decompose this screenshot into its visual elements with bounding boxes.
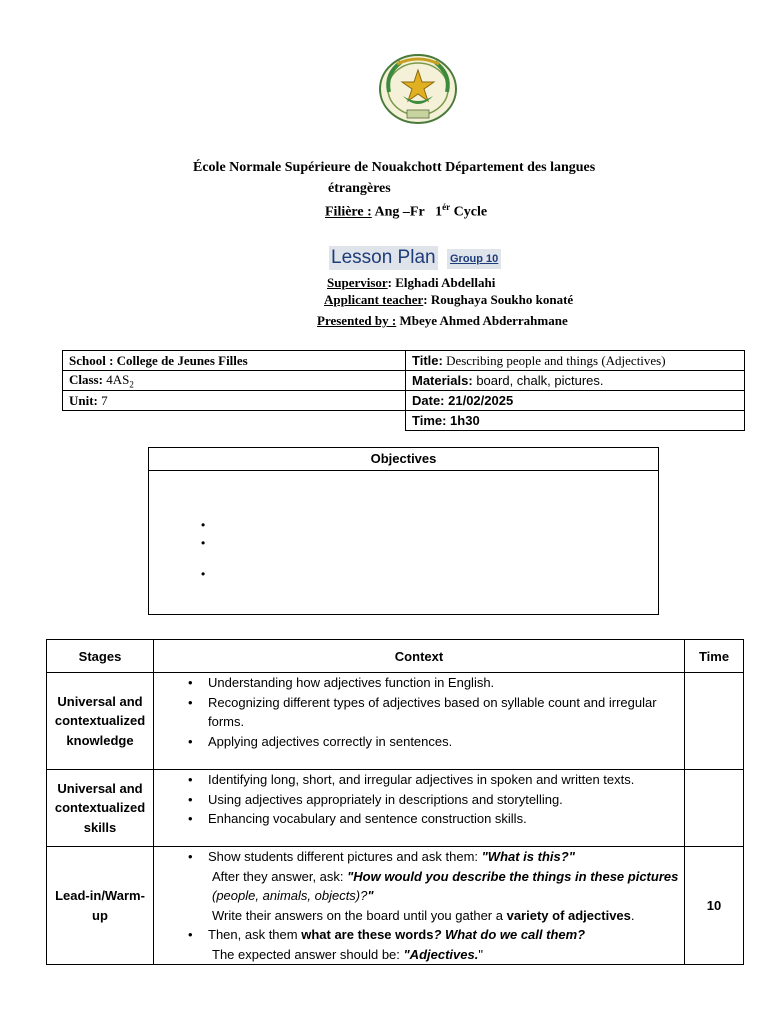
- unit-cell: [63, 391, 406, 411]
- warmup-question: ? What do we call them?: [433, 927, 586, 942]
- stages-header-row: [47, 640, 744, 673]
- stage-time: [685, 770, 744, 847]
- table-row: [47, 770, 744, 847]
- context-list: [154, 770, 680, 829]
- list-item: • Understanding how adjectives function in English.: [208, 673, 680, 693]
- warmup-emphasis: what are these words: [301, 927, 434, 942]
- list-item: [208, 925, 680, 964]
- title-label: Title:: [412, 352, 443, 368]
- presented-label: Presented by :: [317, 313, 397, 328]
- applicant-line: [324, 292, 573, 308]
- table-row: [47, 847, 744, 965]
- school-name-line1: École Normale Supérieure de Nouakchott Département des langues: [193, 160, 596, 175]
- warmup-text: Write their answers on the board until you gather a: [212, 907, 507, 923]
- filiere-line: [325, 202, 487, 221]
- empty-cell: [63, 411, 406, 431]
- list-item: • Identifying long, short, and irregular adjectives in spoken and written texts.: [208, 770, 680, 790]
- context-cell: [154, 847, 685, 965]
- stage-time: 10: [685, 847, 744, 965]
- unit-value: 7: [97, 392, 108, 408]
- warmup-text: After they answer, ask:: [212, 868, 348, 884]
- class-subscript: 2: [129, 379, 134, 390]
- objectives-heading: Objectives: [149, 448, 658, 471]
- context-list: [154, 847, 680, 964]
- stage-knowledge: Universal and contextualized knowledge: [47, 673, 154, 770]
- presented-value: Mbeye Ahmed Abderrahmane: [396, 313, 568, 328]
- time-header: Time: [685, 640, 744, 673]
- objective-bullet: •: [201, 567, 206, 581]
- warmup-text: Then, ask them: [208, 927, 302, 942]
- warmup-question: "How would you describe the things in these pictures: [347, 868, 679, 884]
- class-cell: [63, 371, 406, 391]
- warmup-continuation: [208, 906, 680, 926]
- applicant-value: : Roughaya Soukho konaté: [423, 292, 574, 307]
- cycle-number: 1: [435, 204, 443, 220]
- info-row: [63, 411, 745, 431]
- warmup-text: Show students different pictures and ask them:: [208, 849, 482, 864]
- stage-warmup: Lead-in/Warm-up: [47, 847, 154, 965]
- warmup-text: ": [367, 888, 374, 903]
- filiere-value: Ang –Fr: [371, 204, 425, 220]
- stages-header: Stages: [47, 640, 154, 673]
- title-value: Describing people and things (Adjectives): [442, 352, 666, 368]
- group-badge: Group 10: [447, 249, 501, 269]
- time-cell: Time: 1h30: [406, 411, 745, 431]
- class-value: 4AS: [102, 371, 130, 387]
- warmup-answer: "Adjectives.: [403, 946, 479, 962]
- list-item: • Using adjectives appropriately in descriptions and storytelling.: [208, 790, 680, 810]
- warmup-text: ": [478, 946, 483, 962]
- context-header: Context: [154, 640, 685, 673]
- warmup-text: (people, animals, objects)?: [212, 888, 368, 903]
- warmup-question: "What is this?": [481, 849, 575, 864]
- school-name-line2: étrangères: [328, 181, 391, 196]
- info-row: [63, 351, 745, 371]
- cycle-word: Cycle: [450, 204, 488, 220]
- info-row: [63, 371, 745, 391]
- materials-label: Materials:: [412, 373, 473, 388]
- warmup-emphasis: variety of adjectives: [506, 907, 631, 923]
- institution-emblem: [377, 52, 459, 126]
- stages-table: [46, 639, 744, 965]
- context-cell: [154, 770, 685, 847]
- warmup-text: The expected answer should be:: [212, 946, 404, 962]
- supervisor-value: : Elghadi Abdellahi: [387, 275, 496, 290]
- objectives-box: [148, 447, 659, 615]
- list-item: • Applying adjectives correctly in sentences.: [208, 732, 680, 752]
- lesson-plan-title: Lesson Plan: [331, 247, 436, 268]
- warmup-text: .: [630, 907, 635, 923]
- objective-bullet: •: [201, 536, 206, 550]
- context-cell: [154, 673, 685, 770]
- warmup-continuation: [208, 945, 680, 965]
- date-cell: Date: 21/02/2025: [406, 391, 745, 411]
- list-item: [208, 847, 680, 925]
- stage-time: [685, 673, 744, 770]
- filiere-label: Filière :: [325, 204, 372, 220]
- presented-line: [317, 313, 568, 329]
- info-row: [63, 391, 745, 411]
- list-item: • Enhancing vocabulary and sentence construction skills.: [208, 809, 680, 829]
- supervisor-label: Supervisor: [327, 275, 388, 290]
- materials-value: board, chalk, pictures.: [472, 373, 604, 388]
- list-item: • Recognizing different types of adjectives based on syllable count and irregular forms.: [208, 693, 680, 732]
- table-row: [47, 673, 744, 770]
- warmup-continuation: [208, 867, 680, 906]
- stage-skills: Universal and contextualized skills: [47, 770, 154, 847]
- applicant-label: Applicant teacher: [324, 292, 424, 307]
- school-cell: School : College de Jeunes Filles: [63, 351, 406, 371]
- context-list: [154, 673, 680, 751]
- objective-bullet: •: [201, 518, 206, 532]
- cycle-superscript: ér: [442, 202, 451, 212]
- lesson-info-table: [62, 350, 745, 431]
- title-cell: [406, 351, 745, 371]
- supervisor-line: [327, 275, 495, 291]
- materials-cell: [406, 371, 745, 391]
- unit-label: Unit:: [69, 392, 98, 408]
- class-label: Class:: [69, 371, 103, 387]
